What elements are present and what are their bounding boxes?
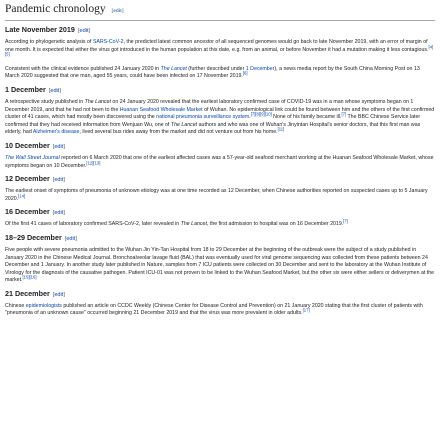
subsection-10-december: [5, 141, 435, 170]
edit-link-wrapper: [edit]: [111, 8, 124, 14]
edit-link[interactable]: edit: [54, 143, 64, 150]
subsection-16-december: [5, 207, 435, 229]
section-title: [5, 2, 435, 21]
edit-link[interactable]: edit: [66, 235, 76, 242]
subsection-heading: [5, 141, 435, 152]
paragraph: [5, 99, 435, 137]
text-run: Five people with severe pneumonia admitted to the Wuhan Jin Yin-Tan Hospital from 18 to 29 December at the beginning of the outbreak were the subject of a study published in January 2020 in the Chinese Medical Journal. Bronchoalveolar lavage fluid (BAL) that was eventually used for viral genome sequencing was collected from these patients between 24 December and 1 January. In another study later published in Nature, samples from 7 ICU patients were collected on 30 December and sent to the laboratory at the Wuhan Institute of Virology for the diagnosis of the causative pathogen. Patient ICU-01 was not proven to be linked to the Wuhan Seafood Market, but the other six were either sellers or deliverymen at the market.: [5, 246, 435, 284]
text-run: The earliest onset of symptoms of pneumonia of unknown etiology was at one time recorded as 12 December, when Chinese authorities reported on suspected cases up to 5 January 2020.: [5, 188, 428, 202]
text-run: , the predicted latest common ancestor of all sequenced genomes would go back to late November 2019, with an error of margin of one month. It is expected that either the virus got introduced in the human population at this date, e.g. from an animal, or before November it had a mutation making it less contagious.: [5, 39, 429, 53]
citation-ref[interactable]: [14]: [18, 192, 26, 198]
paragraph: [5, 218, 435, 229]
citation-ref[interactable]: [12][13]: [86, 159, 101, 165]
subsection-late-november-2019: [5, 25, 435, 81]
subsection-heading: [5, 174, 435, 185]
text-run: authors and who was one of Wuhan's Jinyintan Hospital's senior doctors, that this first man was elderly, had: [5, 121, 421, 136]
edit-link-wrapper: [edit]: [52, 210, 65, 217]
paragraph: [5, 188, 435, 203]
subsection-heading-text: 18–29 December: [5, 232, 62, 242]
subsection-heading: [5, 289, 435, 300]
edit-link-wrapper: [edit]: [52, 177, 65, 184]
subsections: [5, 25, 435, 318]
edit-link-wrapper: [edit]: [52, 291, 65, 298]
wiki-link[interactable]: SARS-CoV-2: [92, 39, 124, 45]
wiki-link[interactable]: The Lancet: [160, 65, 187, 72]
text-run: .: [249, 114, 251, 121]
edit-link[interactable]: edit: [54, 291, 64, 298]
subsection-heading-text: 10 December: [5, 140, 50, 150]
subsection-12-december: [5, 174, 435, 203]
citation-ref[interactable]: [6]: [242, 70, 248, 76]
subsection-heading: [5, 233, 435, 244]
edit-link[interactable]: edit: [113, 8, 122, 14]
text-run: reported on 6 March 2020 that one of the earliest affected cases was a 57-year-old seafood merchant working at the Huanan Seafood Wholesale Market, whose symptoms began on 10 December.: [5, 154, 434, 169]
subsection-heading-text: 12 December: [5, 174, 50, 184]
italic-text: The Lancet: [180, 221, 207, 228]
italic-text: The Lancet: [84, 98, 111, 105]
paragraph: [5, 66, 435, 81]
italic-text: The Lancet: [170, 121, 198, 128]
text-run: Of the first 41 cases of laboratory confirmed SARS-CoV-2, later revealed in: [5, 221, 181, 228]
paragraph: [5, 303, 435, 318]
edit-link-wrapper: [edit]: [48, 87, 61, 94]
wiki-link[interactable]: 1 December: [245, 65, 275, 72]
wiki-link[interactable]: epidemiologists: [25, 302, 62, 309]
subsection-heading-text: 1 December: [5, 84, 46, 94]
text-run: Chinese: [5, 302, 26, 309]
edit-link[interactable]: edit: [54, 210, 64, 217]
edit-link-wrapper: [edit]: [77, 28, 91, 34]
text-run: According to phylogenetic analysis of: [5, 39, 93, 45]
citation-ref[interactable]: [7][8][9][10]: [250, 111, 272, 117]
citation-ref[interactable]: [17]: [302, 307, 310, 313]
text-run: of Wuhan. No epidemiological link could be found between him and the others of the first confirmed cluster of 41 cases, which had mostly been discovered using the: [5, 106, 435, 121]
subsection-heading: [5, 25, 435, 36]
edit-link[interactable]: edit: [54, 177, 64, 184]
text-run: , the first admission to hospital was on 16 December 2019.: [206, 221, 344, 228]
text-run: ), a news media report by the South China Morning Post on 13 March 2020 suggested that one man, aged 55 years, could have been infected on 17 November 2019.: [5, 65, 420, 80]
subsection-heading-text: 21 December: [5, 288, 50, 298]
section-title-text: Pandemic chronology: [5, 3, 106, 15]
edit-link-wrapper: [edit]: [64, 235, 77, 242]
text-run: published an article on CCDC Weekly (Chinese Center for Disease Control and Prevention) on 21 January 2020 stating that the first cluster of patients with "pneumonia of an unknown cause" occurred beginning 21 December 2019 and that the virus was more prevalent in older adults.: [5, 302, 423, 317]
citation-ref[interactable]: [15][16]: [22, 274, 37, 280]
subsection-heading-text: 16 December: [5, 207, 50, 217]
paragraph: [5, 39, 435, 62]
subsection-21-december: [5, 289, 435, 318]
paragraph: [5, 155, 435, 170]
edit-link[interactable]: edit: [50, 87, 60, 94]
edit-link[interactable]: edit: [79, 28, 89, 34]
text-run: , lived several bus rides away from the market and did not venture out from his home.: [79, 129, 278, 136]
wiki-link[interactable]: Huanan Seafood Wholesale Market: [119, 106, 203, 113]
text-run: The BBC Chinese Service later confirmed that they had received information from Wenjuan Wu, one of: [5, 114, 421, 128]
paragraph: [5, 247, 435, 285]
text-run: on 24 January 2020 revealed that the earliest laboratory confirmed case of COVID-19 was in a man whose symptoms began on 1 December 2019, and that he had not been to the: [5, 98, 414, 113]
text-run: A retrospective study published in: [5, 98, 85, 105]
wiki-link[interactable]: Alzheimer's disease: [32, 129, 80, 136]
subsection-1-december: [5, 85, 435, 137]
wiki-link[interactable]: The Wall Street Journal: [5, 154, 60, 161]
wiki-link[interactable]: national pneumonia surveillance system: [156, 114, 250, 121]
citation-ref[interactable]: [7]: [343, 218, 348, 224]
citation-ref[interactable]: [7]: [341, 111, 347, 117]
subsection-heading-text: Late November 2019: [5, 25, 75, 34]
text-run: Consistent with the clinical evidence published 24 January 2020 in: [5, 65, 161, 72]
subsection-18-29-december: [5, 233, 435, 285]
subsection-heading: [5, 207, 435, 218]
text-run: (further described under: [186, 65, 246, 72]
edit-link-wrapper: [edit]: [52, 143, 65, 150]
citation-ref[interactable]: [11]: [277, 126, 285, 132]
text-run: None of his family became ill.: [271, 114, 342, 121]
citation-ref[interactable]: [4][5]: [5, 43, 434, 57]
subsection-heading: [5, 85, 435, 96]
